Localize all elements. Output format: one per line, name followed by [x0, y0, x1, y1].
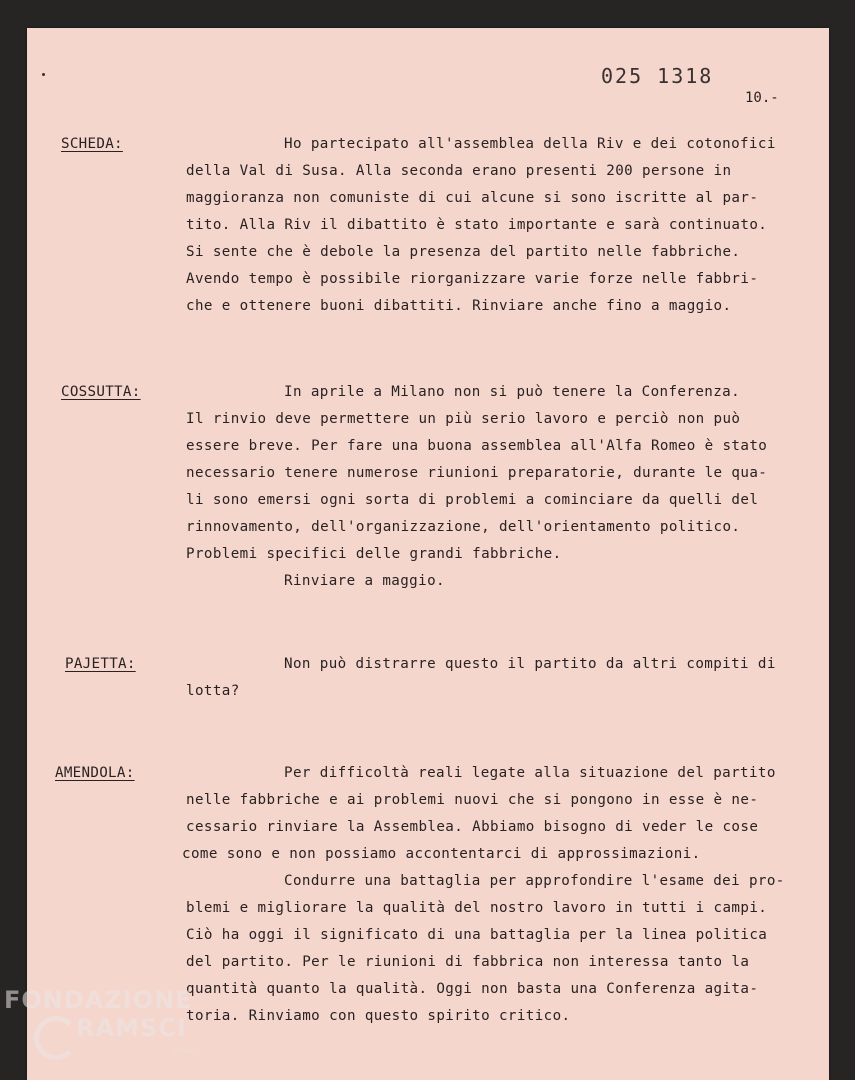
paragraph-line: come sono e non possiamo accontentarci di approssimazioni. [182, 846, 701, 862]
paragraph-line: maggioranza non comuniste di cui alcune si sono iscritte al par- [186, 190, 759, 206]
paragraph-line: che e ottenere buoni dibattiti. Rinviare anche fino a maggio. [186, 298, 732, 314]
paragraph-line: Problemi specifici delle grandi fabbriche. [186, 546, 562, 562]
watermark-text: FONDAZIONE [4, 986, 193, 1014]
archive-watermark [4, 986, 204, 1066]
watermark-text: RAMSCI [76, 1014, 187, 1042]
paragraph-line: In aprile a Milano non si può tenere la Conferenza. [284, 384, 741, 400]
paragraph-line: nelle fabbriche e ai problemi nuovi che si pongono in esse è ne- [186, 792, 759, 808]
speaker-label: AMENDOLA: [55, 765, 135, 781]
paragraph-line: Ciò ha oggi il significato di una battaglia per la linea politica [186, 927, 768, 943]
paragraph-line: essere breve. Per fare una buona assemblea all'Alfa Romeo è stato [186, 438, 768, 454]
paragraph-line: Avendo tempo è possibile riorganizzare varie forze nelle fabbri- [186, 271, 759, 287]
paragraph-line: Non può distrarre questo il partito da altri compiti di [284, 656, 776, 672]
speaker-label: COSSUTTA: [61, 384, 141, 400]
paragraph-line: cessario rinviare la Assemblea. Abbiamo bisogno di veder le cose [186, 819, 759, 835]
paragraph-line: Condurre una battaglia per approfondire l'esame dei pro- [284, 873, 785, 889]
paragraph-line: rinnovamento, dell'organizzazione, dell'orientamento politico. [186, 519, 741, 535]
paragraph-line: Rinviare a maggio. [284, 573, 445, 589]
paragraph-line: necessario tenere numerose riunioni preparatorie, durante le qua- [186, 465, 768, 481]
paragraph-line: Si sente che è debole la presenza del partito nelle fabbriche. [186, 244, 741, 260]
paragraph-line: blemi e migliorare la qualità del nostro lavoro in tutti i campi. [186, 900, 768, 916]
paragraph-line: quantità quanto la qualità. Oggi non basta una Conferenza agita- [186, 981, 759, 997]
watermark-small-text: onlus [172, 1046, 194, 1055]
paragraph-line: tito. Alla Riv il dibattito è stato importante e sarà continuato. [186, 217, 768, 233]
ink-speck [42, 73, 45, 76]
paragraph-line: Per difficoltà reali legate alla situazione del partito [284, 765, 776, 781]
paragraph-line: Il rinvio deve permettere un più serio lavoro e perciò non può [186, 411, 741, 427]
archive-code: 025 1318 [601, 64, 714, 88]
paragraph-line: toria. Rinviamo con questo spirito critico. [186, 1008, 571, 1024]
speaker-label: PAJETTA: [65, 656, 136, 672]
speaker-label: SCHEDA: [61, 136, 123, 152]
watermark-logo-icon [34, 1016, 78, 1060]
page-number: 10.- [745, 90, 779, 106]
paragraph-line: del partito. Per le riunioni di fabbrica non interessa tanto la [186, 954, 750, 970]
paragraph-line: Ho partecipato all'assemblea della Riv e dei cotonofici [284, 136, 776, 152]
paragraph-line: lotta? [186, 683, 240, 699]
paragraph-line: della Val di Susa. Alla seconda erano presenti 200 persone in [186, 163, 732, 179]
paragraph-line: li sono emersi ogni sorta di problemi a cominciare da quelli del [186, 492, 759, 508]
